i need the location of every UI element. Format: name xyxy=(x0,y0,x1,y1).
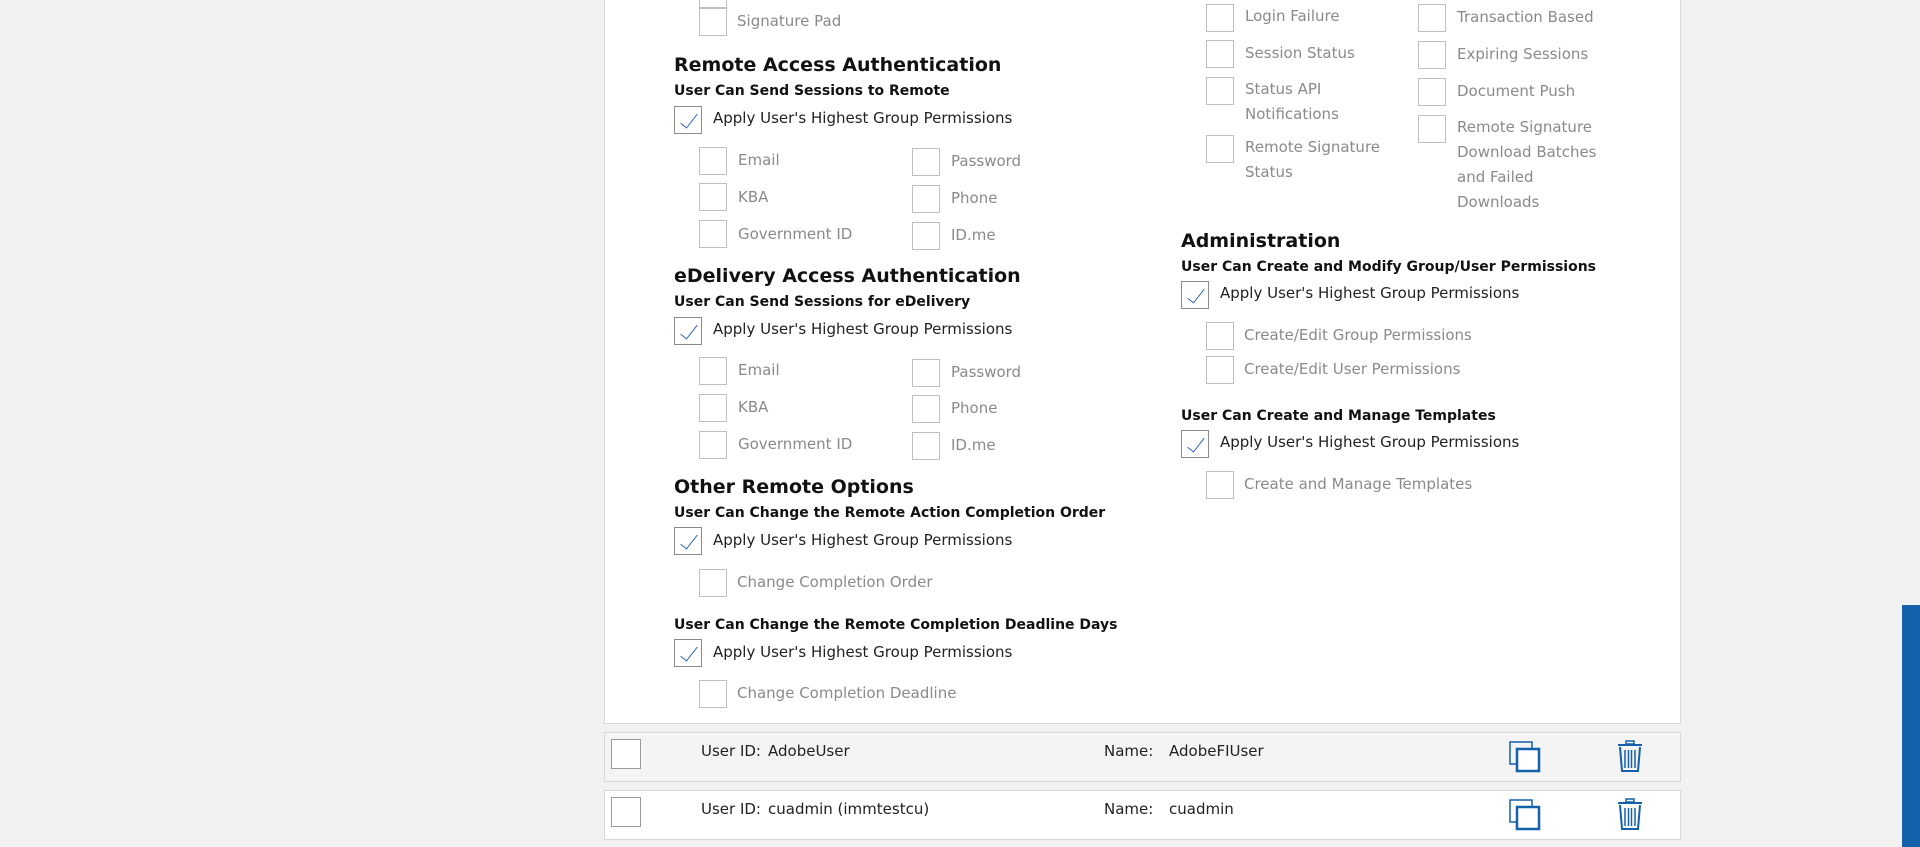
scrollbar-thumb[interactable] xyxy=(1902,605,1920,847)
deadline-apply-checkbox[interactable] xyxy=(674,639,702,667)
deadline-apply-label: Apply User's Highest Group Permissions xyxy=(713,643,1013,661)
edelivery-kba-label: KBA xyxy=(738,398,769,416)
status-api-notifications-checkbox[interactable] xyxy=(1206,77,1234,105)
admin-permissions-apply-checkbox[interactable] xyxy=(1181,281,1209,309)
expiring-sessions-label: Expiring Sessions xyxy=(1457,45,1589,63)
edelivery-government-id-checkbox[interactable] xyxy=(699,431,727,459)
remote-email-checkbox[interactable] xyxy=(699,147,727,175)
remote-signature-status-label: Remote Signature Status xyxy=(1245,138,1381,181)
edelivery-subtitle: User Can Send Sessions for eDelivery xyxy=(674,294,971,310)
copy-icon[interactable] xyxy=(1508,798,1542,832)
admin-templates-apply-checkbox[interactable] xyxy=(1181,430,1209,458)
trash-icon[interactable] xyxy=(1613,797,1647,831)
login-failure-checkbox[interactable] xyxy=(1206,4,1234,32)
checkbox-top-partial[interactable] xyxy=(699,0,727,8)
create-manage-templates-checkbox[interactable] xyxy=(1206,471,1234,499)
edelivery-kba-checkbox[interactable] xyxy=(699,394,727,422)
completion-order-subtitle: User Can Change the Remote Action Completion Order xyxy=(674,505,1106,521)
user-row-adobeuser[interactable] xyxy=(604,732,1681,782)
completion-order-apply-label: Apply User's Highest Group Permissions xyxy=(713,531,1013,549)
copy-icon[interactable] xyxy=(1508,740,1542,774)
remote-access-title: Remote Access Authentication xyxy=(674,54,1002,76)
other-remote-title: Other Remote Options xyxy=(674,476,914,498)
remote-password-label: Password xyxy=(951,152,1022,170)
remote-idme-label: ID.me xyxy=(951,226,996,244)
login-failure-label: Login Failure xyxy=(1245,7,1340,25)
remote-access-subtitle: User Can Send Sessions to Remote xyxy=(674,83,950,99)
remote-kba-checkbox[interactable] xyxy=(699,183,727,211)
expiring-sessions-checkbox[interactable] xyxy=(1418,41,1446,69)
admin-templates-apply-label: Apply User's Highest Group Permissions xyxy=(1220,433,1520,451)
user-name-label: Name: xyxy=(1104,800,1154,818)
create-manage-templates-label: Create and Manage Templates xyxy=(1244,475,1473,493)
remote-email-label: Email xyxy=(738,151,780,169)
remote-phone-label: Phone xyxy=(951,189,998,207)
remote-signature-download-checkbox[interactable] xyxy=(1418,115,1446,143)
session-status-checkbox[interactable] xyxy=(1206,40,1234,68)
user-id-label: User ID: xyxy=(701,800,761,818)
create-edit-group-permissions-label: Create/Edit Group Permissions xyxy=(1244,326,1472,344)
edelivery-phone-label: Phone xyxy=(951,399,998,417)
user-name-value: AdobeFIUser xyxy=(1169,742,1264,760)
transaction-based-checkbox[interactable] xyxy=(1418,4,1446,32)
edelivery-password-label: Password xyxy=(951,363,1022,381)
session-status-label: Session Status xyxy=(1245,44,1355,62)
user-row-select-checkbox[interactable] xyxy=(611,739,641,769)
edelivery-idme-label: ID.me xyxy=(951,436,996,454)
create-edit-user-permissions-checkbox[interactable] xyxy=(1206,356,1234,384)
remote-government-id-label: Government ID xyxy=(738,225,853,243)
admin-permissions-apply-label: Apply User's Highest Group Permissions xyxy=(1220,284,1520,302)
remote-access-apply-checkbox[interactable] xyxy=(674,106,702,134)
remote-signature-download-label: Remote Signature Download Batches and Failed Downloads xyxy=(1457,118,1597,211)
edelivery-phone-checkbox[interactable] xyxy=(912,395,940,423)
document-push-checkbox[interactable] xyxy=(1418,78,1446,106)
change-completion-order-label: Change Completion Order xyxy=(737,573,933,591)
admin-permissions-subtitle: User Can Create and Modify Group/User Permissions xyxy=(1181,259,1597,275)
edelivery-title: eDelivery Access Authentication xyxy=(674,265,1021,287)
edelivery-email-label: Email xyxy=(738,361,780,379)
user-id-value: AdobeUser xyxy=(768,742,850,760)
remote-phone-checkbox[interactable] xyxy=(912,185,940,213)
edelivery-apply-label: Apply User's Highest Group Permissions xyxy=(713,320,1013,338)
trash-icon[interactable] xyxy=(1613,739,1647,773)
remote-password-checkbox[interactable] xyxy=(912,148,940,176)
option-signature-pad: Signature Pad xyxy=(737,12,842,30)
user-id-label: User ID: xyxy=(701,742,761,760)
user-name-label: Name: xyxy=(1104,742,1154,760)
create-edit-user-permissions-label: Create/Edit User Permissions xyxy=(1244,360,1461,378)
user-row-cuadmin[interactable] xyxy=(604,790,1681,840)
remote-access-apply-label: Apply User's Highest Group Permissions xyxy=(713,109,1013,127)
edelivery-government-id-label: Government ID xyxy=(738,435,853,453)
remote-idme-checkbox[interactable] xyxy=(912,222,940,250)
change-completion-order-checkbox[interactable] xyxy=(699,569,727,597)
transaction-based-label: Transaction Based xyxy=(1457,8,1594,26)
change-completion-deadline-checkbox[interactable] xyxy=(699,680,727,708)
deadline-subtitle: User Can Change the Remote Completion Deadline Days xyxy=(674,617,1118,633)
user-name-value: cuadmin xyxy=(1169,800,1234,818)
user-row-select-checkbox[interactable] xyxy=(611,797,641,827)
remote-signature-status-checkbox[interactable] xyxy=(1206,135,1234,163)
completion-order-apply-checkbox[interactable] xyxy=(674,527,702,555)
admin-templates-subtitle: User Can Create and Manage Templates xyxy=(1181,408,1496,424)
edelivery-apply-checkbox[interactable] xyxy=(674,317,702,345)
administration-title: Administration xyxy=(1181,230,1341,252)
remote-kba-label: KBA xyxy=(738,188,769,206)
create-edit-group-permissions-checkbox[interactable] xyxy=(1206,322,1234,350)
user-id-value: cuadmin (immtestcu) xyxy=(768,800,930,818)
document-push-label: Document Push xyxy=(1457,82,1576,100)
status-api-notifications-label: Status API Notifications xyxy=(1245,80,1339,123)
change-completion-deadline-label: Change Completion Deadline xyxy=(737,684,957,702)
remote-government-id-checkbox[interactable] xyxy=(699,220,727,248)
edelivery-password-checkbox[interactable] xyxy=(912,359,940,387)
edelivery-email-checkbox[interactable] xyxy=(699,357,727,385)
checkbox-signature-pad[interactable] xyxy=(699,8,727,36)
edelivery-idme-checkbox[interactable] xyxy=(912,432,940,460)
